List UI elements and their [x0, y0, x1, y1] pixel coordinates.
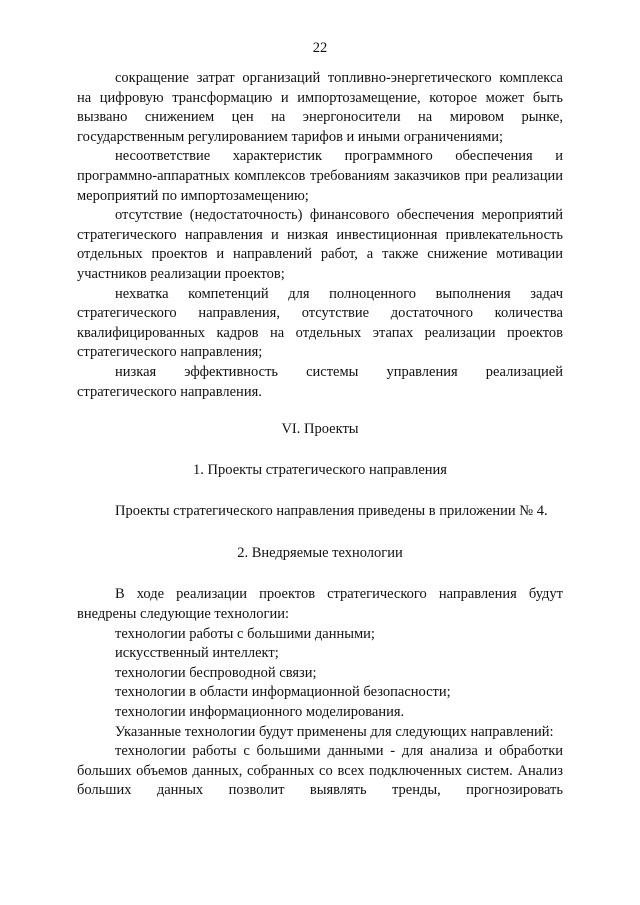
technology-item: технологии работы с большими данными;	[115, 625, 375, 642]
risk-item: несоответствие характеристик программного обеспечения и программно-аппаратных комплексов требованиям заказчиков при реализации мероприятий по импортозамещению;	[77, 148, 563, 204]
risk-item: нехватка компетенций для полноценного выполнения задач стратегического направления, отсутствие достаточного количества квалифицированных кадров на отдельных этапах реализации проектов стратегического направления;	[77, 285, 563, 361]
section-heading: VI. Проекты	[281, 421, 359, 438]
page-number: 22	[312, 40, 328, 56]
usage-lead: Указанные технологии будут применены для следующих направлений:	[115, 723, 554, 740]
subsection-heading-projects: 1. Проекты стратегического направления	[193, 461, 447, 478]
technologies-lead: В ходе реализации проектов стратегического направления будут внедрены следующие технологии:	[77, 586, 563, 623]
technology-item: технологии беспроводной связи;	[115, 664, 317, 681]
risk-item: сокращение затрат организаций топливно-энергетического комплекса на цифровую трансформацию и импортозамещение, которое может быть вызвано снижением цен на энергоносители на мировом рынке, государственным регулированием тарифов и иными ограничениями;	[77, 70, 563, 145]
technology-item: технологии в области информационной безопасности;	[115, 684, 451, 701]
technology-item: искусственный интеллект;	[115, 645, 279, 662]
technology-item: технологии информационного моделирования.	[115, 704, 405, 721]
subsection-heading-technologies: 2. Внедряемые технологии	[237, 544, 403, 561]
usage-paragraph: технологии работы с большими данными - для анализа и обработки больших объемов данных, собранных со всех подключенных систем. Анализ больших данных позволит выявлять тренды, прогнозировать	[77, 743, 563, 799]
projects-paragraph: Проекты стратегического направления приведены в приложении № 4.	[115, 503, 548, 520]
document-body	[77, 69, 563, 801]
risk-item: низкая эффективность системы управления реализацией стратегического направления.	[77, 363, 563, 400]
risk-item: отсутствие (недостаточность) финансового обеспечения мероприятий стратегического направления и низкая инвестиционная привлекательность отдельных проектов и направлений работ, а также снижение мотивации участников реализации проектов;	[77, 207, 563, 282]
